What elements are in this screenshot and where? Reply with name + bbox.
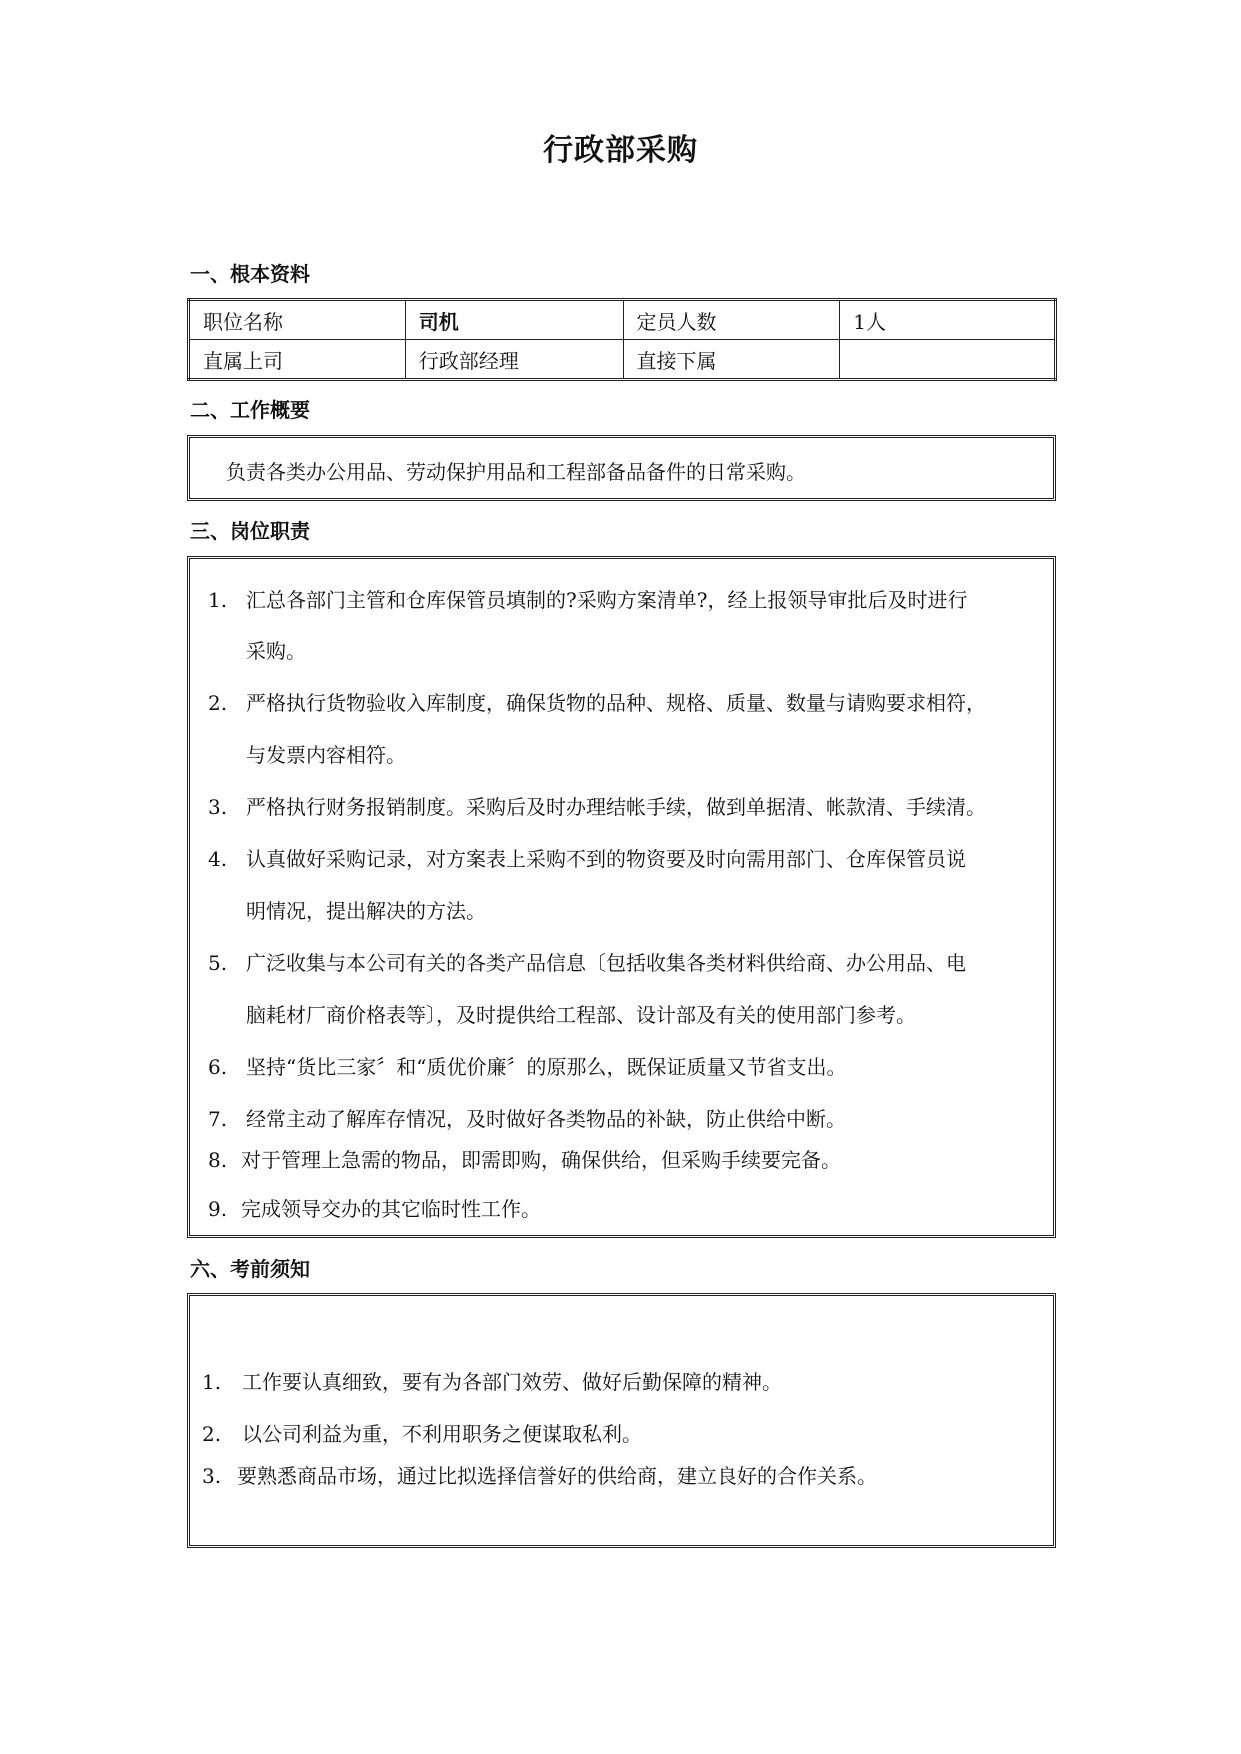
list-item-text: 要熟悉商品市场，通过比拟选择信誉好的供给商，建立良好的合作关系。 [237, 1464, 877, 1488]
notice-box [187, 1293, 1056, 1548]
list-item-text: 广泛收集与本公司有关的各类产品信息〔包括收集各类材料供给商、办公用品、电 [246, 951, 966, 975]
list-item-text: 严格执行货物验收入库制度，确保货物的品种、规格、质量、数量与请购要求相符， [246, 691, 986, 715]
list-item-continuation: 明情况，提出解决的方法。 [246, 899, 486, 923]
list-item-number: 3. [208, 795, 228, 819]
list-item-text: 工作要认真细致，要有为各部门效劳、做好后勤保障的精神。 [242, 1370, 782, 1394]
table-cell-value: 行政部经理 [405, 340, 623, 380]
list-item-number: 2. [202, 1422, 222, 1446]
list-item-continuation: 与发票内容相符。 [246, 743, 406, 767]
list-item [208, 1193, 541, 1222]
duties-box [187, 556, 1056, 1238]
overview-box [187, 435, 1056, 501]
list-item [208, 843, 966, 872]
table-row [189, 300, 1056, 340]
list-item-number: 4. [208, 847, 228, 871]
table-cell-label: 职位名称 [189, 300, 406, 340]
list-item-number: 1. [208, 588, 228, 612]
overview-text: 负责各类办公用品、劳动保护用品和工程部备品备件的日常采购。 [226, 460, 806, 484]
list-item [208, 584, 967, 613]
list-item-number: 5. [208, 951, 228, 975]
section-heading-notice: 六、考前须知 [190, 1257, 310, 1281]
table-cell-value: 1人 [840, 300, 1056, 340]
list-item-text: 对于管理上急需的物品，即需即购，确保供给，但采购手续要完备。 [241, 1148, 841, 1172]
list-item-continuation: 采购。 [246, 639, 306, 663]
list-item [208, 1144, 841, 1173]
list-item [208, 1103, 846, 1132]
list-item [202, 1460, 877, 1489]
list-item-text: 认真做好采购记录，对方案表上采购不到的物资要及时向需用部门、仓库保管员说 [246, 847, 966, 871]
list-item [208, 947, 966, 976]
list-item-number: 9. [208, 1197, 228, 1221]
list-item-text: 完成领导交办的其它临时性工作。 [241, 1197, 541, 1221]
list-item-number: 1. [202, 1370, 222, 1394]
table-row [189, 340, 1056, 380]
table-cell-label: 直接下属 [623, 340, 840, 380]
document-title: 行政部采购 [543, 133, 698, 168]
list-item-text: 严格执行财务报销制度。采购后及时办理结帐手续，做到单据清、帐款清、手续清。 [246, 795, 986, 819]
list-item-number: 6. [208, 1055, 228, 1079]
list-item [202, 1366, 782, 1395]
section-heading-basic-info: 一、根本资料 [190, 262, 310, 286]
list-item-text: 坚持“货比三家〞和“质优价廉〞的原那么，既保证质量又节省支出。 [246, 1055, 847, 1079]
list-item [208, 1051, 846, 1080]
table-cell-label: 定员人数 [623, 300, 840, 340]
list-item-number: 2. [208, 691, 228, 715]
table-cell-label: 直属上司 [189, 340, 406, 380]
list-item-number: 8. [208, 1148, 228, 1172]
section-heading-overview: 二、工作概要 [190, 398, 310, 422]
list-item-number: 7. [208, 1107, 228, 1131]
list-item [208, 791, 986, 820]
list-item-text: 经常主动了解库存情况，及时做好各类物品的补缺，防止供给中断。 [246, 1107, 846, 1131]
basic-info-table [187, 298, 1057, 381]
list-item-text: 以公司利益为重，不利用职务之便谋取私利。 [242, 1422, 642, 1446]
list-item-number: 3. [202, 1464, 222, 1488]
list-item-continuation: 脑耗材厂商价格表等〕，及时提供给工程部、设计部及有关的使用部门参考。 [246, 1003, 916, 1027]
list-item-text: 汇总各部门主管和仓库保管员填制的?采购方案清单?，经上报领导审批后及时进行 [246, 588, 968, 612]
section-heading-duties: 三、岗位职责 [190, 519, 310, 543]
list-item [202, 1418, 642, 1447]
table-cell-value: 司机 [405, 300, 623, 340]
table-cell-value [840, 340, 1056, 380]
list-item [208, 687, 986, 716]
